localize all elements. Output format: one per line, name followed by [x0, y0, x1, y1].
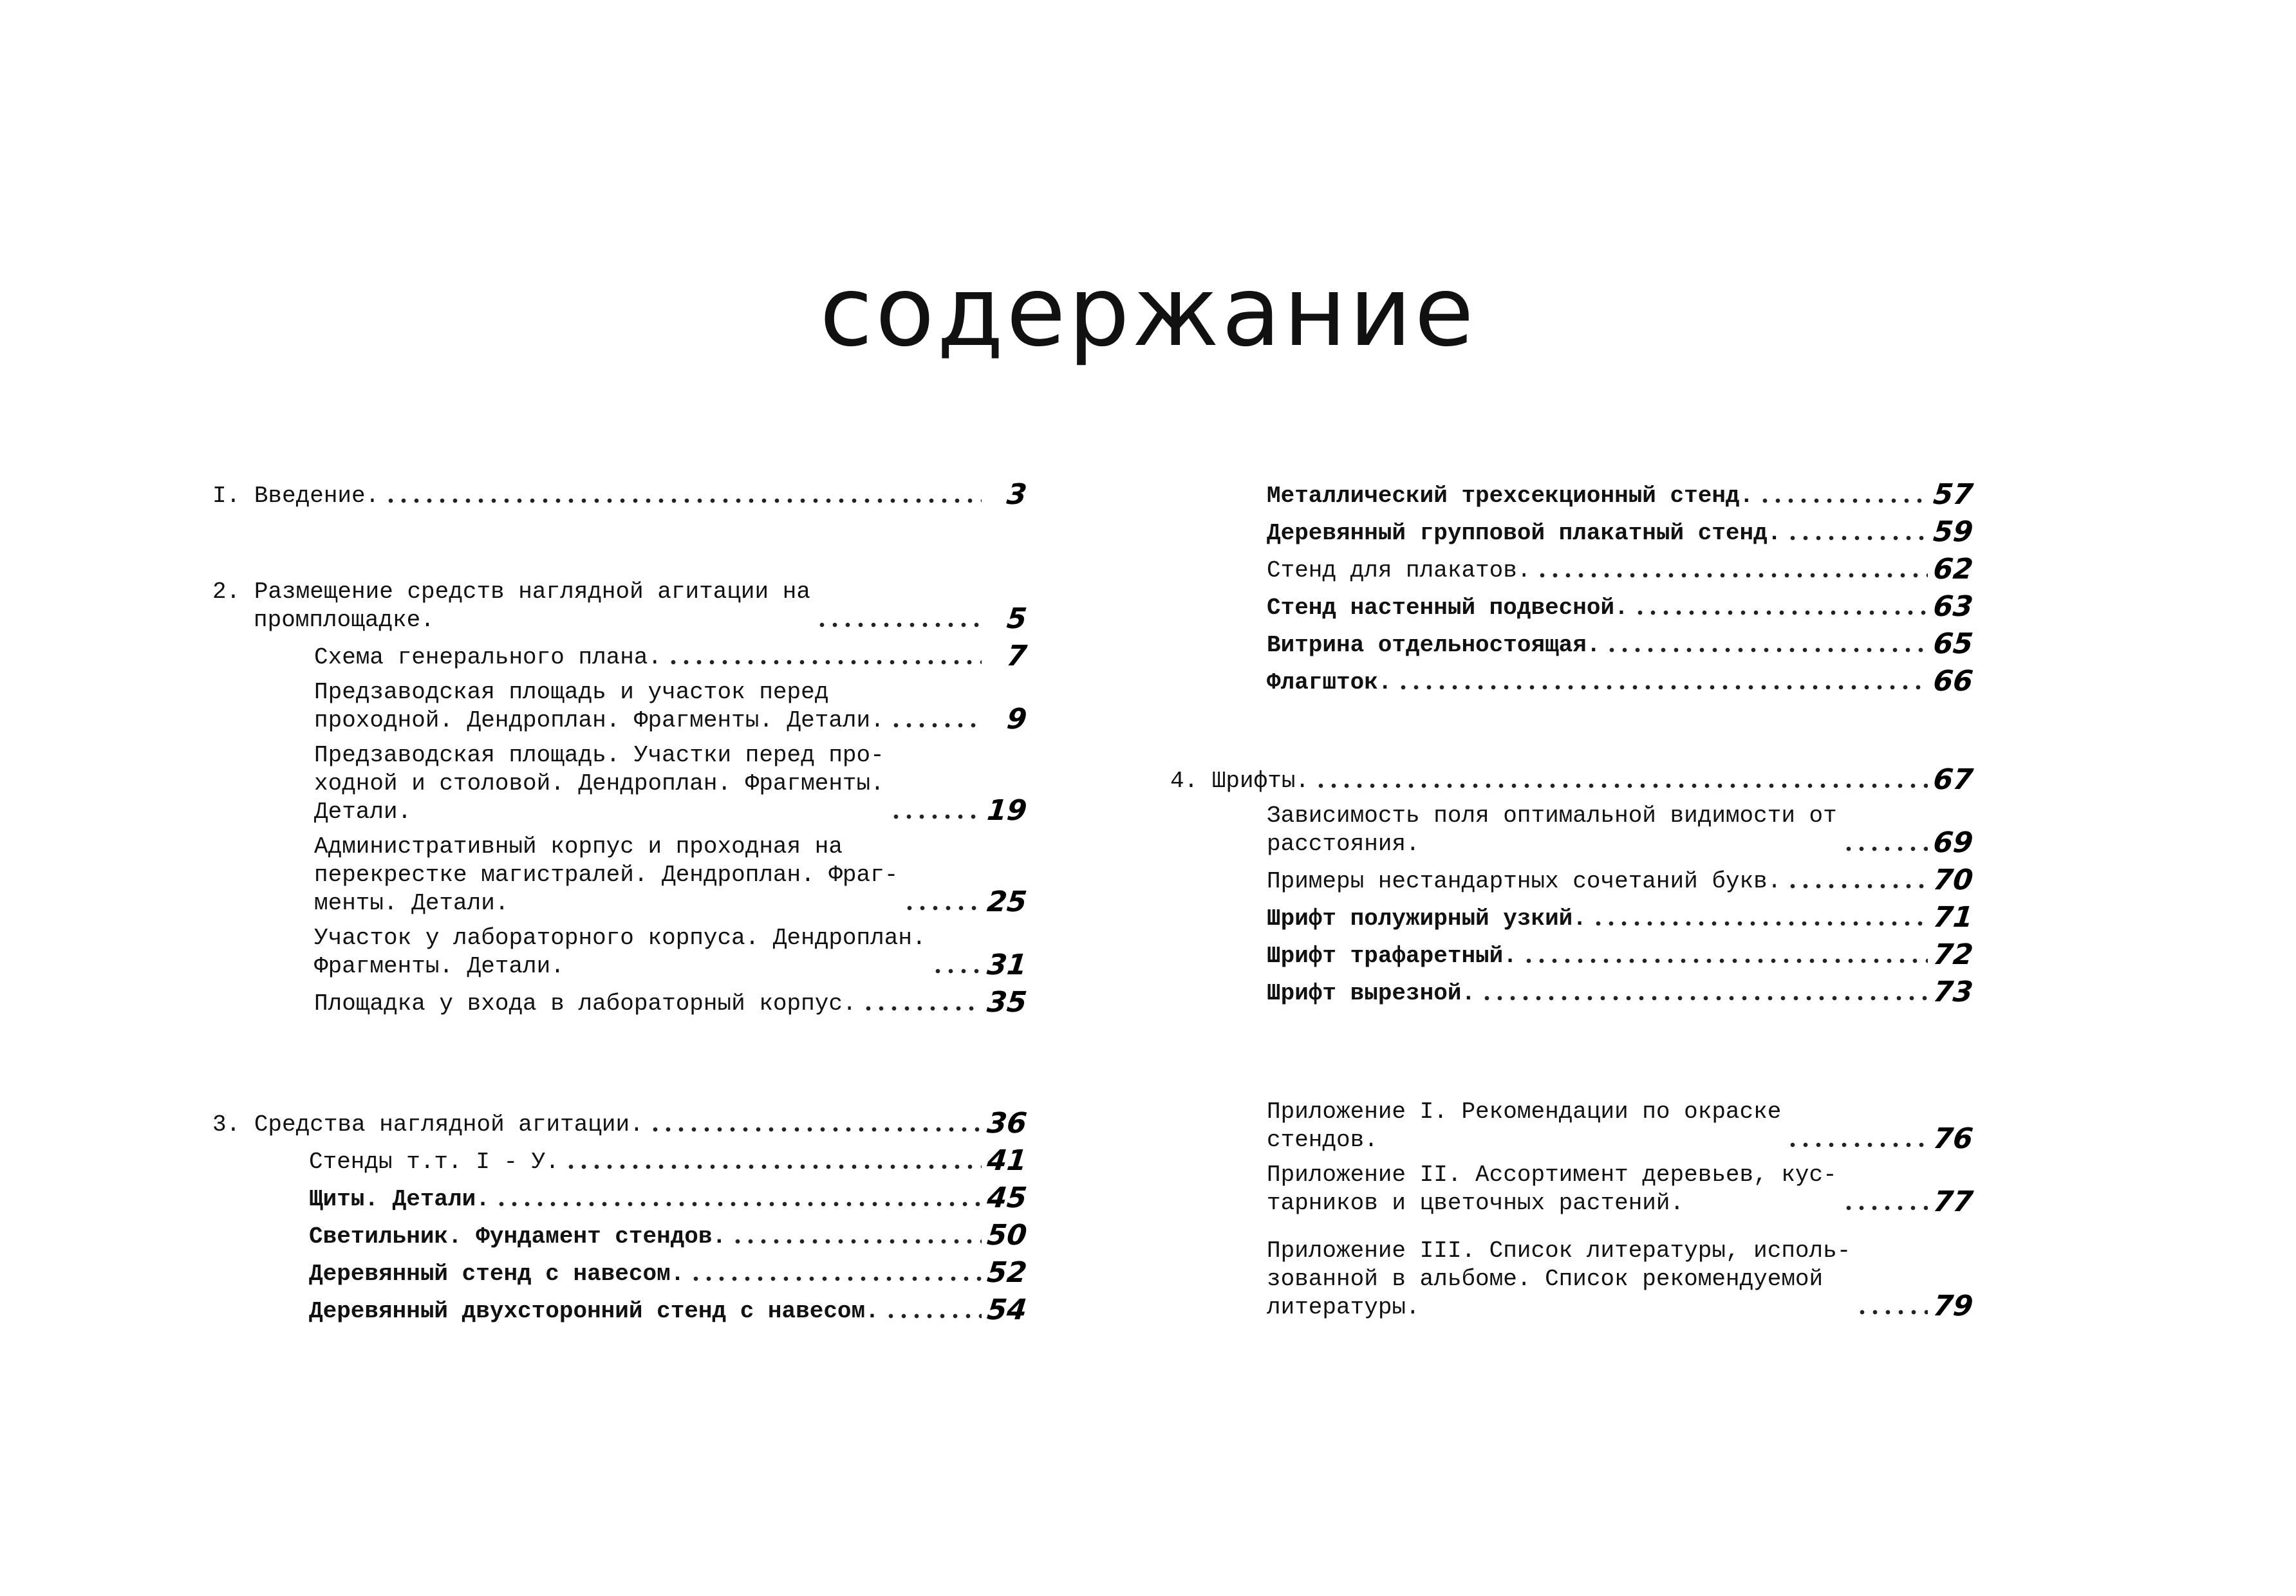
- entry-title: Стенд настенный подвесной.: [1267, 595, 1629, 621]
- toc-entry-stencil-font[interactable]: [1170, 940, 1973, 970]
- entry-title: Шрифт трафаретный.: [1267, 943, 1517, 969]
- entry-title: Шрифт вырезной.: [1267, 980, 1476, 1007]
- page-number: 57: [1932, 478, 1975, 511]
- page-number: 19: [985, 794, 1029, 827]
- page-number: 45: [985, 1182, 1029, 1214]
- toc-entry-admin-building[interactable]: [212, 833, 1027, 918]
- toc-entry-wooden-stand[interactable]: [212, 1257, 1027, 1288]
- toc-entry-pre-factory-canteen[interactable]: [212, 741, 1027, 826]
- page-number: 63: [1932, 590, 1975, 623]
- dot-leader: [1397, 684, 1928, 691]
- entry-title: Приложение III. Список литературы, исполь- зованной в альбоме. Список рекомендуемой литературы.: [1267, 1238, 1851, 1321]
- toc-entry-double-stand[interactable]: [212, 1295, 1027, 1326]
- toc-entry-wall-stand[interactable]: [1170, 591, 1973, 622]
- entry-title: Введение.: [254, 483, 380, 509]
- page-title: содержание: [819, 256, 1477, 368]
- dot-leader: [890, 722, 982, 728]
- page-number: 76: [1932, 1122, 1975, 1155]
- dot-leader: [649, 1126, 982, 1133]
- toc-entry-semibold-font[interactable]: [1170, 902, 1973, 933]
- dot-leader: [1480, 995, 1928, 1001]
- entry-title: Предзаводская площадь. Участки перед про- ходной и столовой. Дендроплан. Фрагменты. Детали.: [314, 742, 884, 825]
- page-number: 77: [1932, 1185, 1975, 1218]
- dot-leader: [384, 497, 982, 504]
- toc-entry-section-3[interactable]: [212, 1108, 1027, 1139]
- page-number: 31: [985, 949, 1029, 981]
- entry-title: Площадка у входа в лабораторный корпус.: [314, 990, 857, 1017]
- section-number: 4.: [1170, 768, 1212, 794]
- page-number: 7: [1005, 640, 1029, 673]
- entry-title: Примеры нестандартных сочетаний букв.: [1267, 868, 1782, 895]
- toc-entry-appendix-3[interactable]: [1170, 1237, 1973, 1322]
- dot-leader: [1786, 883, 1928, 889]
- dot-leader: [495, 1201, 982, 1207]
- entry-title: 2. Размещение средств наглядной агитации на промплощадке.: [212, 579, 810, 633]
- page-number: 9: [1005, 703, 1029, 736]
- entry-title: Флагшток.: [1267, 669, 1392, 696]
- page-number: 35: [985, 986, 1029, 1019]
- dot-leader: [1592, 920, 1928, 927]
- entry-title: Участок у лабораторного корпуса. Дендроплан. Фрагменты. Детали.: [314, 925, 926, 979]
- toc-entry-showcase[interactable]: [1170, 629, 1973, 660]
- page-number: 54: [985, 1294, 1029, 1326]
- toc-entry-introduction[interactable]: [212, 479, 1027, 510]
- entry-title: Приложение I. Рекомендации по окраске стендов.: [1267, 1099, 1782, 1153]
- dot-leader: [667, 659, 982, 665]
- toc-entry-flagpole[interactable]: [1170, 666, 1973, 697]
- entry-title: Деревянный групповой плакатный стенд.: [1267, 520, 1782, 546]
- dot-leader: [689, 1276, 982, 1282]
- toc-entry-letter-combinations[interactable]: [1170, 865, 1973, 896]
- toc-entry-lamp[interactable]: [212, 1220, 1027, 1251]
- dot-leader: [903, 905, 982, 911]
- page-number: 66: [1932, 665, 1975, 698]
- toc-entry-pre-factory-area[interactable]: [212, 678, 1027, 735]
- dot-leader: [1522, 958, 1928, 964]
- page-number: 70: [1932, 864, 1975, 896]
- entry-title: Предзаводская площадь и участок перед проходной. Дендроплан. Фрагменты. Детали.: [314, 679, 884, 734]
- page-number: 52: [985, 1256, 1029, 1289]
- dot-leader: [931, 968, 982, 974]
- page-number: 50: [985, 1219, 1029, 1252]
- dot-leader: [1786, 535, 1928, 541]
- toc-entry-section-4[interactable]: [1170, 765, 1973, 795]
- section-number: 2.: [212, 579, 254, 605]
- page-number: 5: [1005, 602, 1029, 635]
- page-number: 69: [1932, 826, 1975, 859]
- dot-leader: [731, 1238, 982, 1245]
- entry-title: Витрина отдельностоящая.: [1267, 632, 1601, 658]
- section-number: 3.: [212, 1111, 254, 1138]
- entry-title: Зависимость поля оптимальной видимости от расстояния.: [1267, 803, 1837, 857]
- dot-leader: [1759, 497, 1928, 504]
- page-number: 41: [985, 1144, 1029, 1177]
- entry-title: Административный корпус и проходная на перекрестке магистралей. Дендроплан. Фраг- менты. Детали.: [314, 833, 899, 916]
- dot-leader: [816, 622, 982, 628]
- toc-right-column: [1170, 479, 1973, 1328]
- entry-title: Деревянный стенд с навесом.: [309, 1261, 685, 1287]
- dot-leader: [1842, 1205, 1928, 1211]
- entry-title: Схема генерального плана.: [314, 644, 662, 671]
- toc-entry-section-2[interactable]: [212, 578, 1027, 635]
- toc-left-column: [212, 479, 1027, 1332]
- toc-entry-stands-types[interactable]: [212, 1146, 1027, 1176]
- section-number: I.: [212, 483, 254, 509]
- toc-entry-cutout-font[interactable]: [1170, 977, 1973, 1008]
- page-number: 3: [1005, 478, 1029, 511]
- dot-leader: [1634, 609, 1928, 616]
- toc-entry-lab-area[interactable]: [212, 924, 1027, 981]
- page-number: 72: [1932, 938, 1975, 971]
- entry-title: Приложение II. Ассортимент деревьев, кус- тарников и цветочных растений.: [1267, 1162, 1837, 1216]
- dot-leader: [565, 1164, 982, 1170]
- entry-title: Шрифт полужирный узкий.: [1267, 905, 1587, 932]
- dot-leader: [884, 1313, 982, 1319]
- dot-leader: [1536, 572, 1928, 579]
- page-number: 62: [1932, 553, 1975, 586]
- entry-title: Светильник. Фундамент стендов.: [309, 1223, 727, 1250]
- dot-leader: [1856, 1309, 1928, 1315]
- toc-entry-appendix-1[interactable]: [1170, 1098, 1973, 1155]
- page-number: 25: [985, 886, 1029, 918]
- toc-entry-visibility-field[interactable]: [1170, 802, 1973, 858]
- dot-leader: [890, 813, 982, 820]
- toc-entry-poster-stand[interactable]: [1170, 554, 1973, 585]
- entry-title: Металлический трехсекционный стенд.: [1267, 483, 1754, 509]
- toc-entry-appendix-2[interactable]: [1170, 1161, 1973, 1218]
- dot-leader: [1605, 647, 1928, 653]
- page-number: 36: [985, 1107, 1029, 1140]
- page-number: 73: [1932, 976, 1975, 1008]
- dot-leader: [1842, 846, 1928, 852]
- entry-title: Щиты. Детали.: [309, 1186, 490, 1212]
- toc-entry-lab-entrance[interactable]: [212, 987, 1027, 1018]
- entry-title: Средства наглядной агитации.: [254, 1111, 644, 1138]
- dot-leader: [1314, 783, 1928, 789]
- entry-title: Шрифты.: [1211, 768, 1310, 794]
- toc-entry-metal-stand[interactable]: [1170, 479, 1973, 510]
- entry-title: Стенд для плакатов.: [1267, 557, 1531, 584]
- toc-entry-group-poster-stand[interactable]: [1170, 517, 1973, 548]
- dot-leader: [1786, 1142, 1928, 1148]
- entry-title: Стенды т.т. I - У.: [309, 1149, 559, 1175]
- dot-leader: [862, 1005, 982, 1012]
- toc-entry-general-plan[interactable]: [212, 641, 1027, 672]
- toc-entry-boards[interactable]: [212, 1183, 1027, 1214]
- page-number: 59: [1932, 515, 1975, 548]
- page-number: 67: [1932, 763, 1975, 796]
- page-number: 65: [1932, 627, 1975, 660]
- entry-title: Деревянный двухсторонний стенд с навесом.: [309, 1298, 879, 1324]
- page-number: 79: [1932, 1290, 1975, 1322]
- page-number: 71: [1932, 901, 1975, 934]
